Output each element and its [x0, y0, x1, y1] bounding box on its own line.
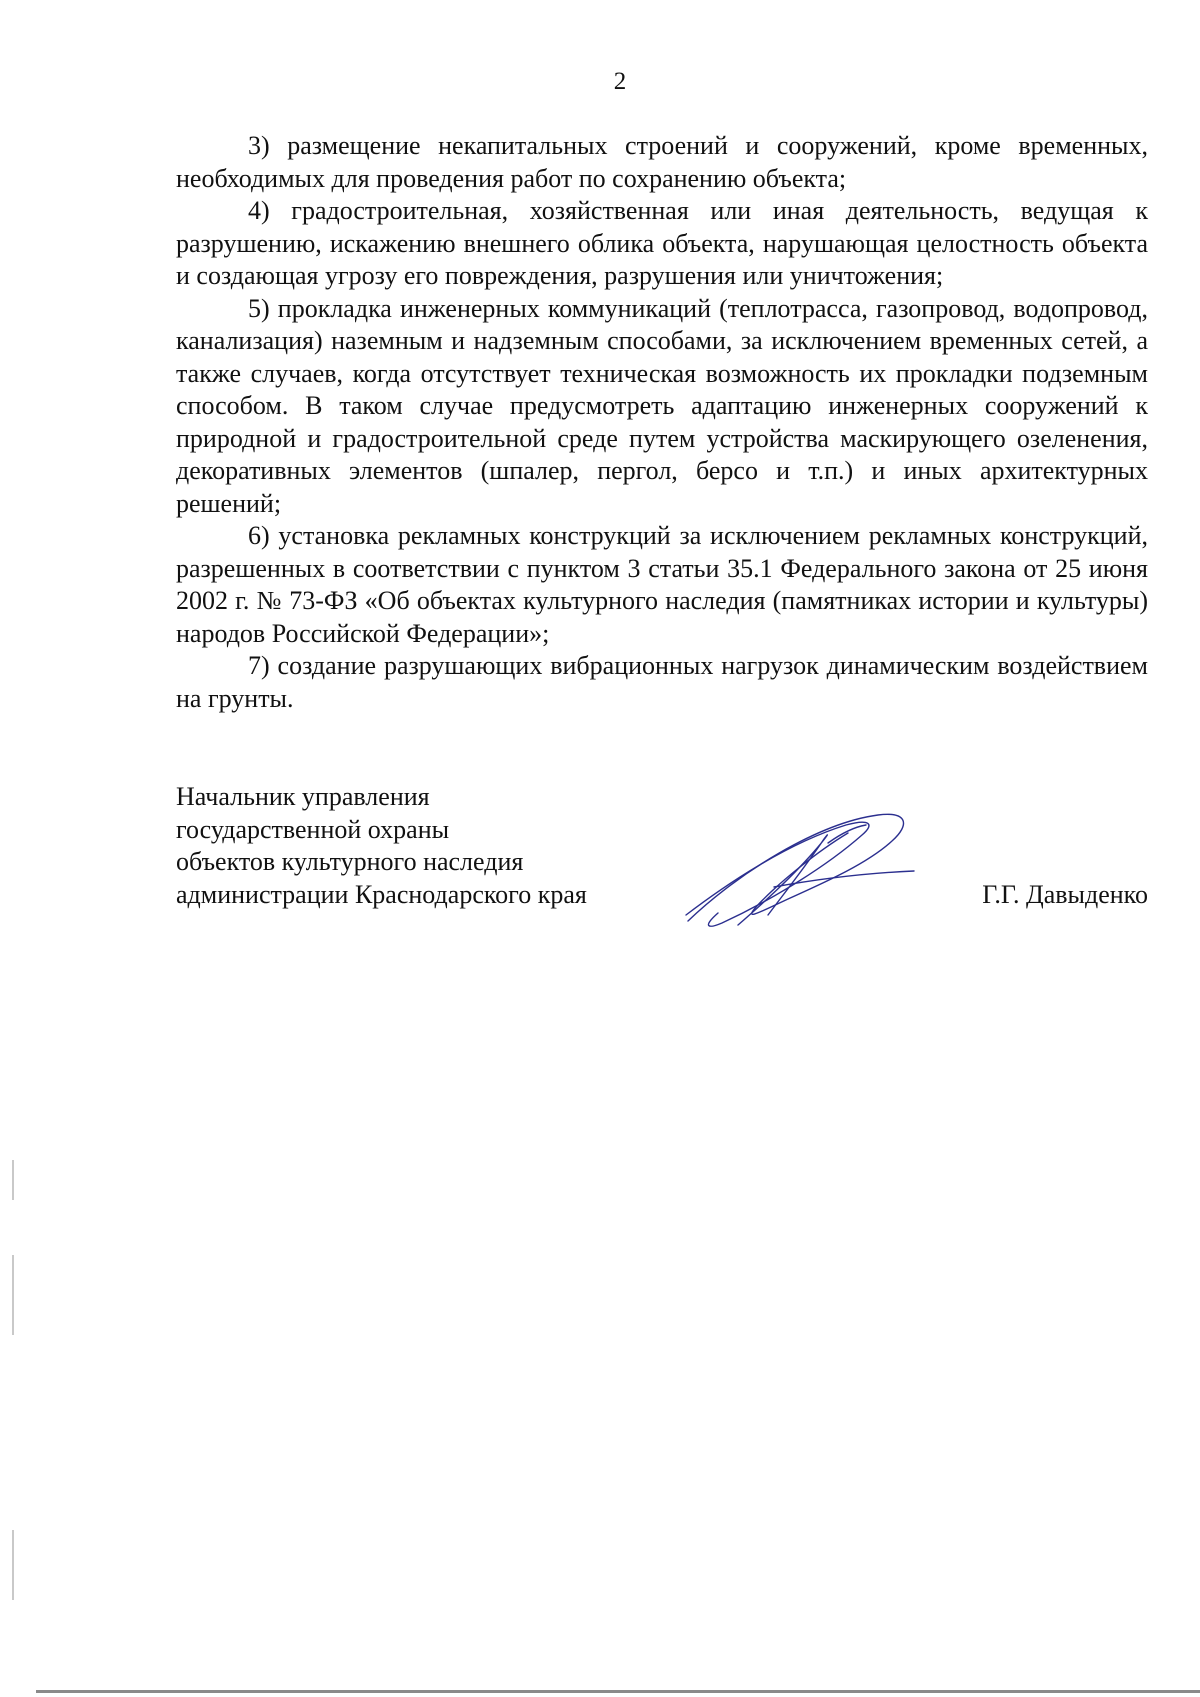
page-number: 2	[613, 68, 627, 95]
bottom-rule	[36, 1690, 1200, 1693]
list-item: 3) размещение некапитальных строений и сооружений, кроме временных, необходимых для проведения работ по сохранению объекта;	[176, 131, 1148, 193]
document-body	[176, 130, 1148, 715]
handwritten-signature	[678, 803, 918, 933]
signature-block	[176, 781, 1148, 941]
scan-artifact	[12, 1530, 14, 1600]
list-item: 5) прокладка инженерных коммуникаций (теплотрасса, газопровод, водопровод, канализация) наземным и надземным способами, за исключением временных сетей, а также случаев, когда отсутствует техническая возможность их прокладки подземным способом. В таком случае предусмотреть адаптацию инженерных сооружений к природной и градостроительной среде путем устройства маскирующего озеленения, декоративных элементов (шпалер, пергол, берсо и т.п.) и иных архитектурных решений;	[176, 293, 1148, 518]
list-item: 7) создание разрушающих вибрационных нагрузок динамическим воздействием на грунты.	[176, 651, 1148, 713]
position-line: Начальник управления	[176, 782, 430, 811]
position-line: государственной охраны	[176, 814, 450, 844]
list-item: 4) градостроительная, хозяйственная или иная деятельность, ведущая к разрушению, искажению внешнего облика объекта, нарушающая целостность объекта и создающая угрозу его повреждения, разрушения или уничтожения;	[176, 196, 1148, 290]
position-line: администрации Краснодарского края	[176, 879, 587, 909]
scan-artifact	[12, 1160, 14, 1200]
signer-name: Г.Г. Давыденко	[982, 879, 1148, 909]
signer-position	[176, 781, 646, 911]
position-line: объектов культурного наследия	[176, 847, 524, 876]
scan-artifact	[12, 1255, 14, 1335]
list-item: 6) установка рекламных конструкций за исключением рекламных конструкций, разрешенных в соответствии с пунктом 3 статьи 35.1 Федерального закона от 25 июня 2002 г. № 73-ФЗ «Об объектах культурного наследия (памятниках истории и культуры) народов Российской Федерации»;	[176, 521, 1148, 648]
